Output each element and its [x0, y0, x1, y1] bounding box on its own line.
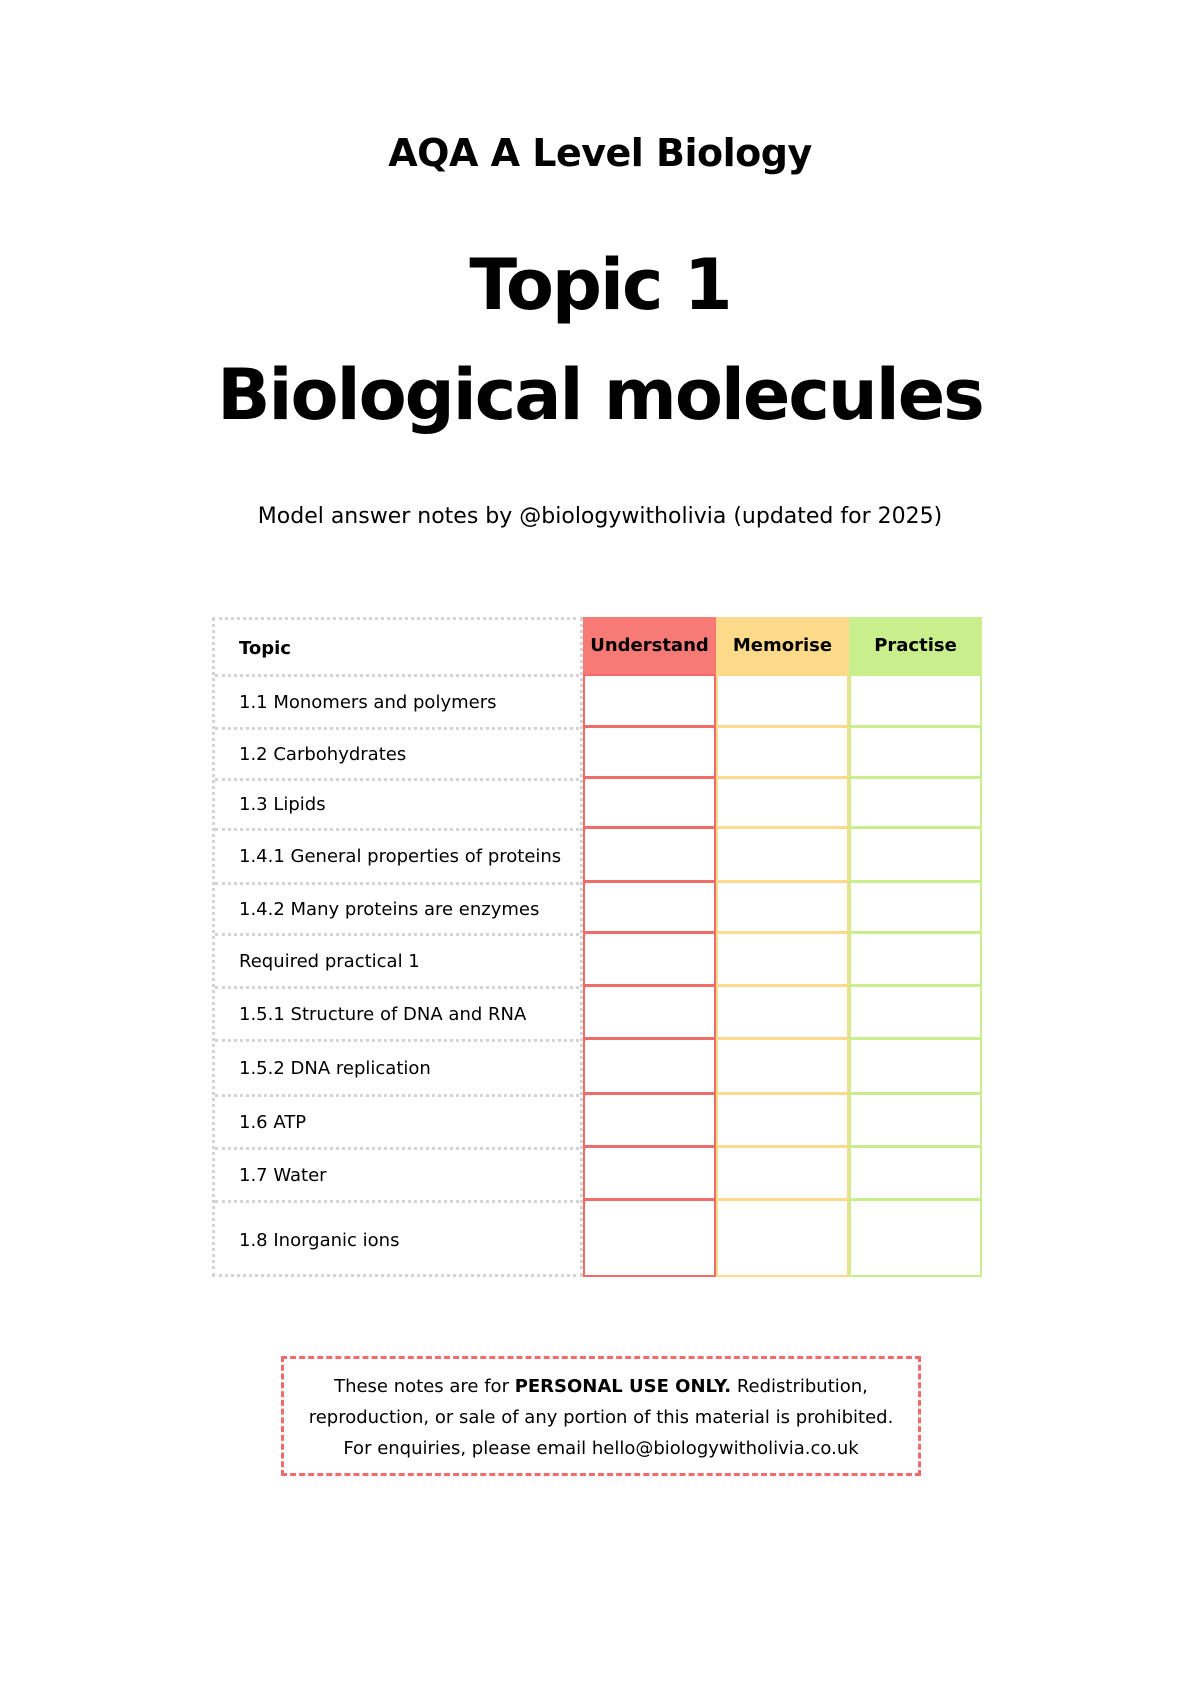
topic-name: Biological molecules	[217, 354, 983, 436]
memorise-checkbox-cell[interactable]	[716, 933, 849, 986]
topic-row-label: Required practical 1	[215, 933, 586, 986]
status-header-understand: Understand	[583, 617, 716, 674]
understand-checkbox-cell[interactable]	[583, 882, 716, 933]
understand-checkbox-cell[interactable]	[583, 1200, 716, 1277]
memorise-checkbox-cell[interactable]	[716, 1200, 849, 1277]
topic-row-label: 1.2 Carbohydrates	[215, 727, 586, 778]
memorise-checkbox-cell[interactable]	[716, 1039, 849, 1094]
topic-row-label: 1.5.1 Structure of DNA and RNA	[215, 986, 586, 1039]
notice-emphasis: PERSONAL USE ONLY.	[514, 1376, 732, 1397]
status-column-understand	[583, 617, 716, 1277]
practise-checkbox-cell[interactable]	[849, 778, 982, 828]
practise-checkbox-cell[interactable]	[849, 674, 982, 727]
topic-title: Topic 1	[469, 244, 731, 326]
practise-checkbox-cell[interactable]	[849, 1039, 982, 1094]
usage-notice	[281, 1356, 921, 1476]
notice-line-1	[284, 1371, 918, 1402]
notice-line-3: For enquiries, please email hello@biologywitholivia.co.uk	[343, 1438, 859, 1459]
understand-checkbox-cell[interactable]	[583, 828, 716, 882]
practise-checkbox-cell[interactable]	[849, 727, 982, 778]
notice-line-1-start: These notes are for	[334, 1376, 515, 1397]
notice-line-1-end: Redistribution,	[731, 1376, 868, 1397]
understand-checkbox-cell[interactable]	[583, 1039, 716, 1094]
status-header-memorise: Memorise	[716, 617, 849, 674]
byline: Model answer notes by @biologywitholivia (updated for 2025)	[257, 504, 943, 529]
subject-heading: AQA A Level Biology	[388, 131, 812, 175]
practise-checkbox-cell[interactable]	[849, 828, 982, 882]
practise-checkbox-cell[interactable]	[849, 986, 982, 1039]
memorise-checkbox-cell[interactable]	[716, 778, 849, 828]
topic-column	[212, 617, 583, 1277]
memorise-checkbox-cell[interactable]	[716, 828, 849, 882]
memorise-checkbox-cell[interactable]	[716, 674, 849, 727]
topic-row-label: 1.3 Lipids	[215, 778, 586, 828]
understand-checkbox-cell[interactable]	[583, 986, 716, 1039]
practise-checkbox-cell[interactable]	[849, 1200, 982, 1277]
understand-checkbox-cell[interactable]	[583, 1094, 716, 1147]
revision-tracker-table	[212, 617, 990, 1277]
status-column-practise	[849, 617, 982, 1277]
topic-row-label: 1.4.1 General properties of proteins	[215, 828, 586, 882]
practise-checkbox-cell[interactable]	[849, 882, 982, 933]
memorise-checkbox-cell[interactable]	[716, 1094, 849, 1147]
topic-row-label: 1.8 Inorganic ions	[215, 1200, 586, 1277]
understand-checkbox-cell[interactable]	[583, 1147, 716, 1200]
status-header-practise: Practise	[849, 617, 982, 674]
topic-header: Topic	[239, 638, 291, 659]
practise-checkbox-cell[interactable]	[849, 933, 982, 986]
memorise-checkbox-cell[interactable]	[716, 1147, 849, 1200]
understand-checkbox-cell[interactable]	[583, 778, 716, 828]
notice-line-2: reproduction, or sale of any portion of this material is prohibited.	[308, 1407, 894, 1428]
understand-checkbox-cell[interactable]	[583, 933, 716, 986]
memorise-checkbox-cell[interactable]	[716, 727, 849, 778]
topic-row-label: 1.4.2 Many proteins are enzymes	[215, 882, 586, 933]
practise-checkbox-cell[interactable]	[849, 1094, 982, 1147]
topic-row-label: 1.6 ATP	[215, 1094, 586, 1147]
memorise-checkbox-cell[interactable]	[716, 882, 849, 933]
status-column-memorise	[716, 617, 849, 1277]
topic-row-label: 1.7 Water	[215, 1147, 586, 1200]
practise-checkbox-cell[interactable]	[849, 1147, 982, 1200]
topic-row-label: 1.5.2 DNA replication	[215, 1039, 586, 1094]
memorise-checkbox-cell[interactable]	[716, 986, 849, 1039]
understand-checkbox-cell[interactable]	[583, 674, 716, 727]
topic-row-label: 1.1 Monomers and polymers	[215, 674, 586, 727]
understand-checkbox-cell[interactable]	[583, 727, 716, 778]
